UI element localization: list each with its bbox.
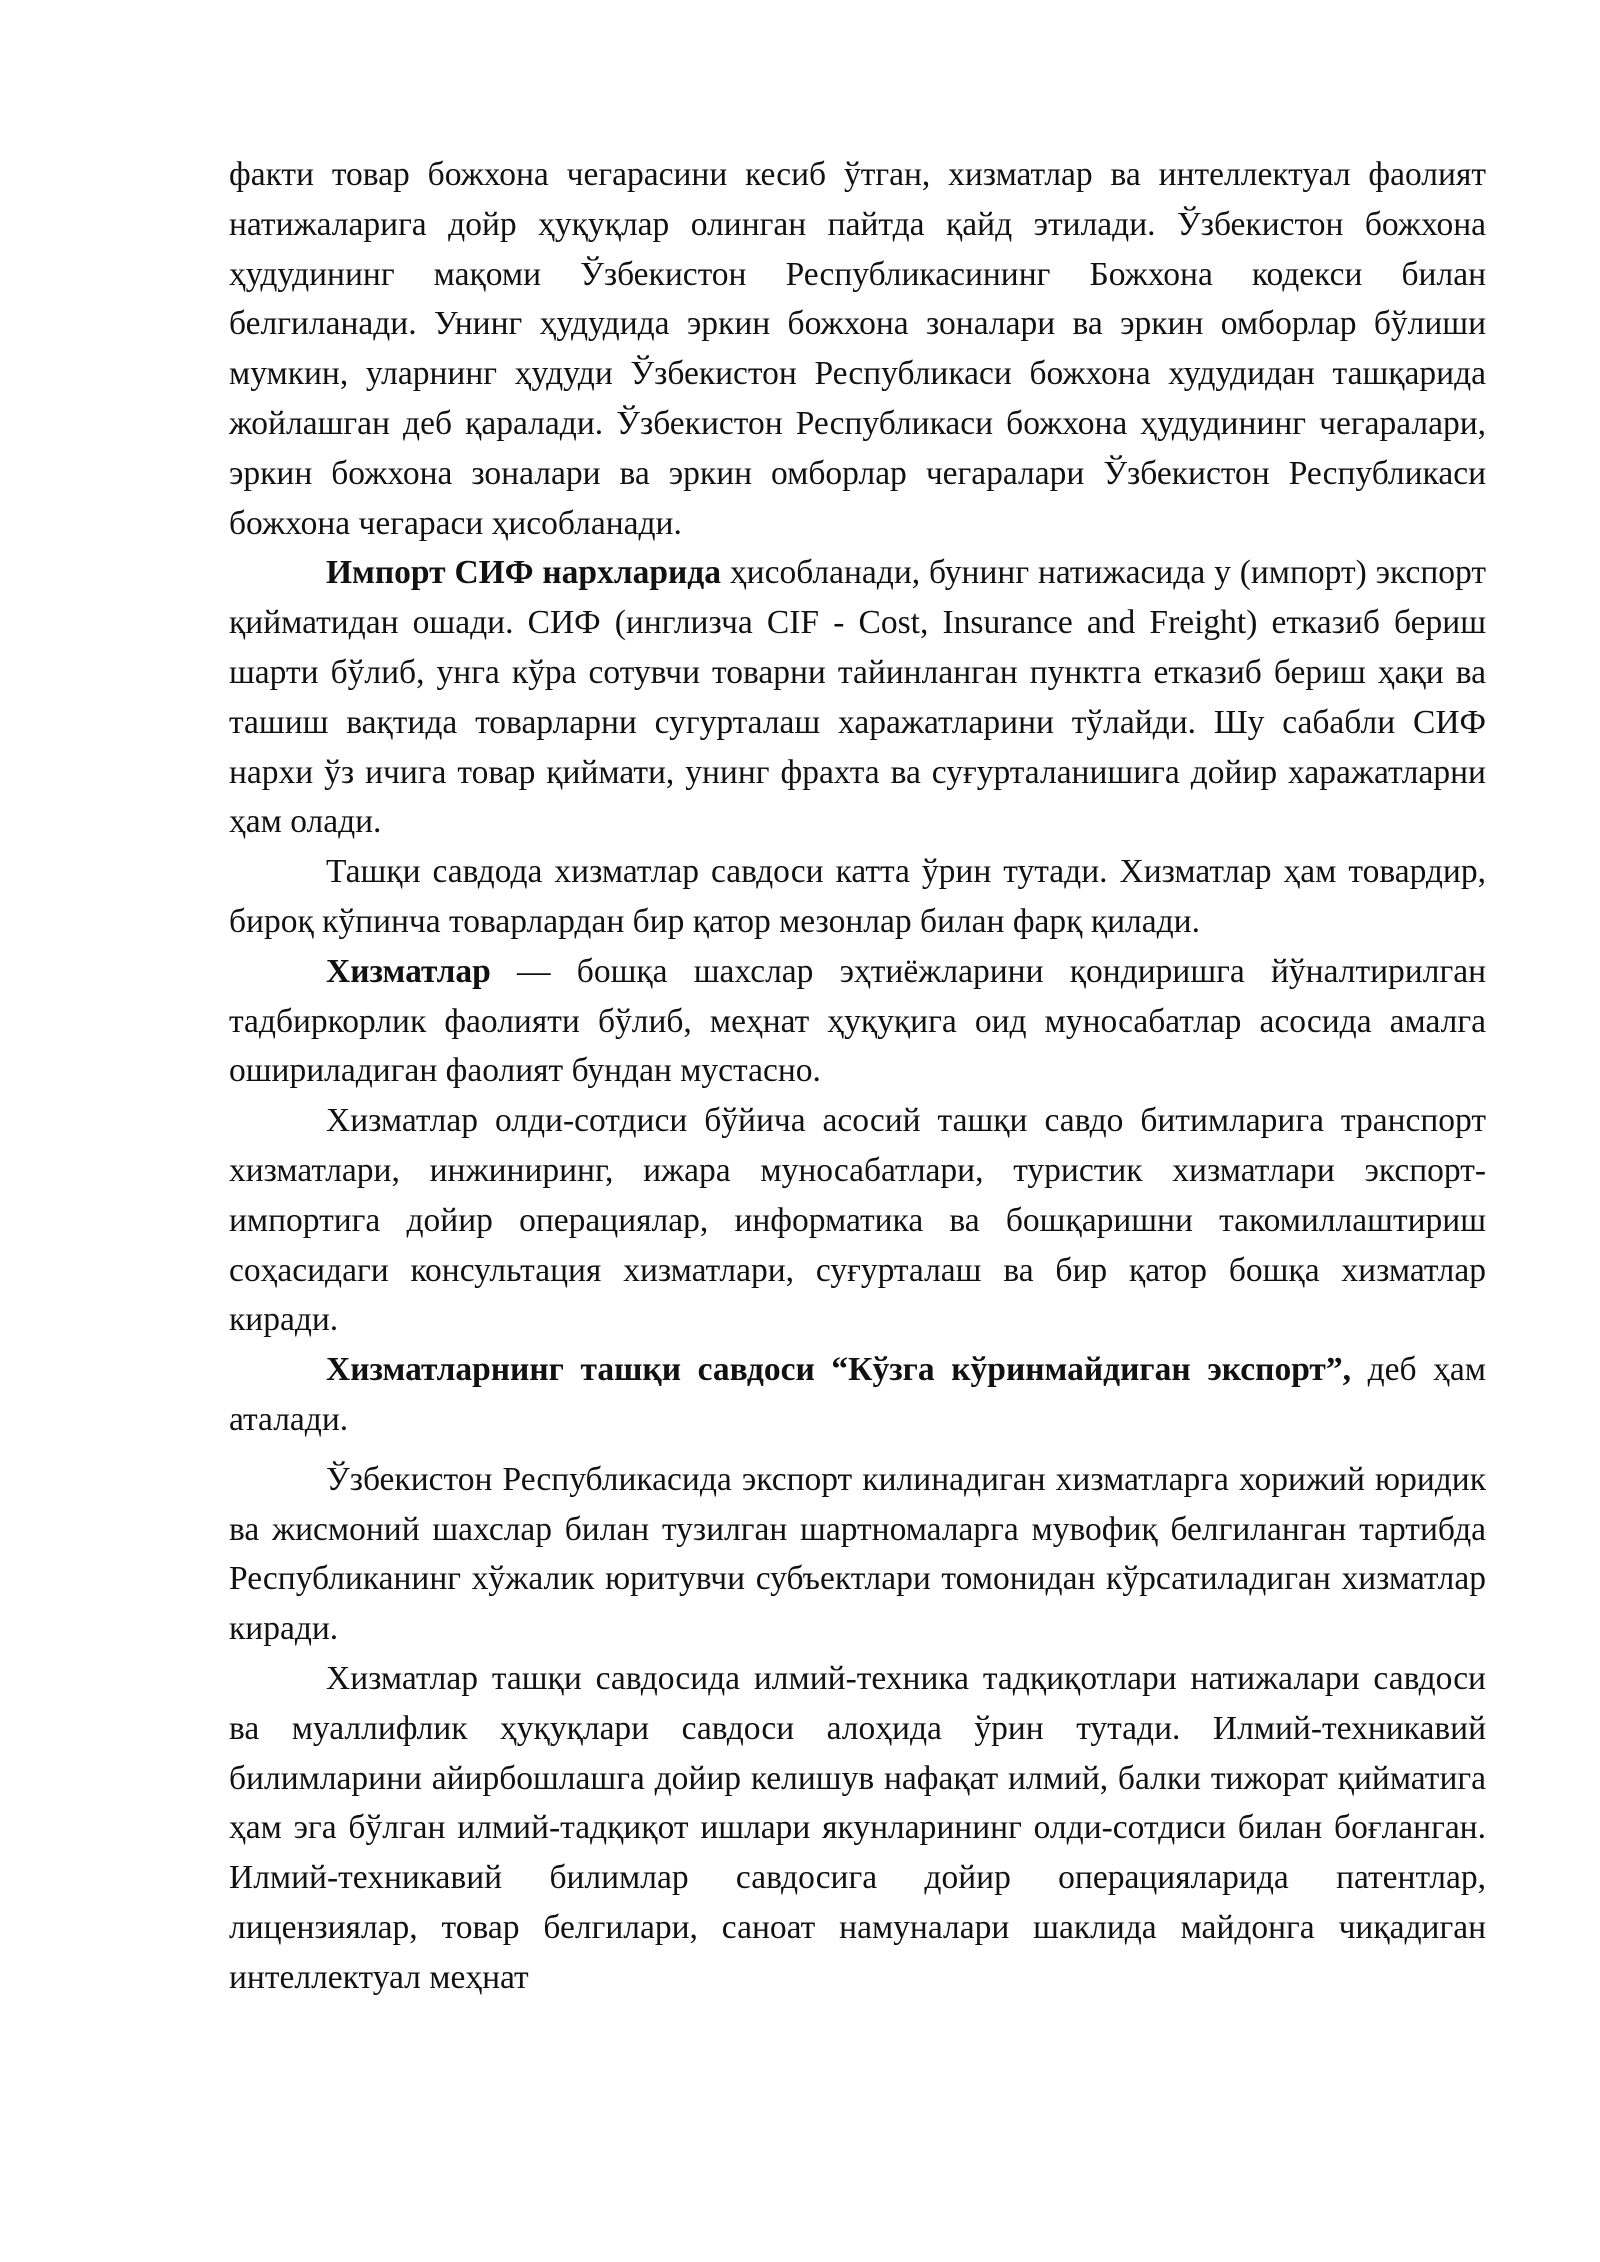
paragraph-invisible-export: [229, 1345, 1486, 1445]
paragraph-services-definition: [229, 947, 1486, 1096]
paragraph-services-deals: [229, 1096, 1486, 1345]
document-body: [229, 150, 1486, 2002]
paragraph-text: Ташқи савдода хизматлар савдоси катта ўрин тутади. Хизматлар ҳам товардир, бироқ кўпинча товарлардан бир қатор мезонлар билан фарқ қилади.: [229, 853, 1486, 940]
paragraph-text: ҳисобланади, бунинг натижасида у (импорт) экспорт қийматидан ошади. СИФ (инглизча CIF - Cost, Insurance and Freight) етказиб бериш шарти бўлиб, унга кўра сотувчи товарни тайинланган пунктга етказиб бериш ҳақи ва ташиш вақтида товарларни сугурталаш харажатларини тўлайди. Шу сабабли СИФ нархи ўз ичига товар қиймати, унинг фрахта ва суғурталанишига дойир харажатларни ҳам олади.: [229, 554, 1486, 841]
paragraph-uzbekistan-exports: [229, 1455, 1486, 1654]
bold-term-services: Хизматлар: [326, 952, 491, 990]
bold-term-import-cif: Импорт СИФ нархларида: [326, 554, 721, 592]
paragraph-text: — бошқа шахслар эҳтиёжларини қондиришга йўналтирилган тадбиркорлик фаолияти бўлиб, меҳнат ҳуқуқига оид муносабатлар асосида амалга ошириладиган фаолият бундан мустасно.: [229, 952, 1486, 1090]
paragraph-services-trade: [229, 847, 1486, 947]
paragraph-text: деб ҳам аталади.: [229, 1351, 1487, 1438]
paragraph-text: факти товар божхона чегарасини кесиб ўтган, хизматлар ва интеллектуал фаолият натижаларига дойр ҳуқуқлар олинган пайтда қайд этилади. Ўзбекистон божхона ҳудудининг мақоми Ўзбекистон Республикасининг Божхона кодекси билан белгиланади. Унинг ҳудудида эркин божхона зоналари ва эркин омборлар бўлиши мумкин, уларнинг ҳудуди Ўзбекистон Республикаси божхона худудидан ташқарида жойлашган деб қаралади. Ўзбекистон Республикаси божхона ҳудудининг чегаралари, эркин божхона зоналари ва эркин омборлар чегаралари Ўзбекистон Республикаси божхона чегараси ҳисобланади.: [229, 156, 1486, 542]
paragraph-text: Хизматлар олди-сотдиси бўйича асосий ташқи савдо битимларига транспорт хизматлари, инжиниринг, ижара муносабатлари, туристик хизматлари экспорт-импортига дойир операциялар, информатика ва бошқаришни такомиллаштириш соҳасидаги консультация хизматлари, суғурталаш ва бир қатор бошқа хизматлар киради.: [229, 1102, 1486, 1339]
paragraph-text: Ўзбекистон Республикасида экспорт килинадиган хизматларга хорижий юридик ва жисмоний шахслар билан тузилган шартномаларга мувофиқ белгиланган тартибда Республиканинг хўжалик юритувчи субъектлари томонидан кўрсатиладиган хизматлар киради.: [229, 1460, 1486, 1648]
paragraph-import-cif: [229, 548, 1486, 847]
paragraph-customs-territory: [229, 150, 1486, 548]
paragraph-text: Хизматлар ташқи савдосида илмий-техника тадқиқотлари натижалари савдоси ва муаллифлик ҳуқуқлари савдоси алоҳида ўрин тутади. Илмий-техникавий билимларини айирбошлашга дойир келишув нафақат илмий, балки тижорат қийматига ҳам эга бўлган илмий-тадқиқот ишлари якунларининг олди-сотдиси билан боғланган. Илмий-техникавий билимлар савдосига дойир операцияларида патентлар, лицензиялар, товар белгилари, саноат намуналари шаклида майдонга чиқадиган интеллектуал меҳнат: [229, 1659, 1486, 1996]
bold-term-invisible-export: Хизматларнинг ташқи савдоси “Кўзга кўринмайдиган экспорт”,: [326, 1351, 1351, 1389]
paragraph-scientific-trade: [229, 1654, 1486, 2003]
